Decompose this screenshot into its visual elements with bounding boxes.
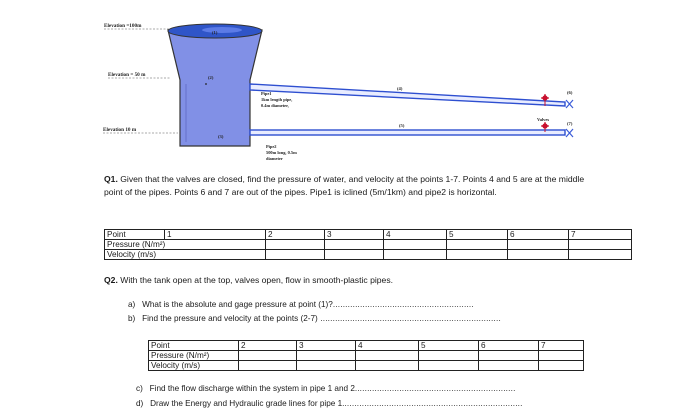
table-row <box>149 351 584 361</box>
table-cell[interactable] <box>239 351 297 361</box>
table-cell: 2 <box>266 230 325 240</box>
table-cell[interactable] <box>419 351 479 361</box>
pipe-2-label-line-1: Pipe2 <box>266 144 277 149</box>
tank-pipe-diagram <box>0 0 700 172</box>
table-cell: Point <box>105 230 165 240</box>
table-cell[interactable] <box>419 361 479 371</box>
table-cell[interactable] <box>539 351 584 361</box>
q1-answer-table <box>104 229 632 260</box>
table-cell: 3 <box>297 341 356 351</box>
point-5-label: (5) <box>399 123 405 128</box>
point-2-label: (2) <box>208 75 214 80</box>
q1-label: Q1. <box>104 174 118 184</box>
table-cell[interactable] <box>356 351 419 361</box>
pipe-1-label-line-2: 1km length pipe, <box>261 97 293 102</box>
pipe-2 <box>250 130 565 135</box>
table-cell[interactable] <box>508 250 569 260</box>
q2-label: Q2. <box>104 275 118 285</box>
point-3-label: (3) <box>218 134 224 139</box>
q2-part-a: a) What is the absolute and gage pressure at point (1)?......................................................... <box>128 300 474 309</box>
table-cell[interactable] <box>266 250 325 260</box>
table-cell: 2 <box>239 341 297 351</box>
table-cell[interactable] <box>297 361 356 371</box>
q1-paragraph <box>104 173 594 198</box>
table-cell[interactable] <box>384 250 447 260</box>
table-cell[interactable] <box>325 250 384 260</box>
table-row <box>105 230 632 240</box>
table-cell[interactable] <box>479 351 539 361</box>
table-cell[interactable] <box>384 240 447 250</box>
table-cell[interactable] <box>569 250 632 260</box>
table-cell: 4 <box>356 341 419 351</box>
table-cell: 5 <box>447 230 508 240</box>
table-cell: 7 <box>569 230 632 240</box>
q2-part-b: b) Find the pressure and velocity at the points (2-7) ......................................................................... <box>128 314 501 323</box>
table-row <box>149 361 584 371</box>
pipe-2-label-line-2: 500m long, 0.5m <box>266 150 297 155</box>
q2-part-c: c) Find the flow discharge within the system in pipe 1 and 2................................................................. <box>136 384 516 393</box>
outlet-6-x-icon <box>566 100 573 108</box>
table-cell[interactable] <box>508 240 569 250</box>
table-cell: 5 <box>419 341 479 351</box>
point-6-label: (6) <box>567 90 573 95</box>
table-cell: 1 <box>165 230 266 240</box>
table-cell: Pressure (N/m²) <box>149 351 239 361</box>
table-cell: 3 <box>325 230 384 240</box>
q1-text: Given that the valves are closed, find the pressure of water, and velocity at the points 1-7. Points 4 and 5 are at the middle point of the pipes. Points 6 and 7 are out of the pipes. Pipe1 is iclined (5m/1km) and pipe2 is horizontal. <box>104 174 585 197</box>
table-cell: Velocity (m/s) <box>149 361 239 371</box>
table-cell: Point <box>149 341 239 351</box>
elevation-top-label: Elevation =100m <box>104 23 142 29</box>
pipe-1-label-line-1: Pipe1 <box>261 91 272 96</box>
q2-answer-table <box>148 340 584 371</box>
pipe-1 <box>250 84 565 106</box>
point-4-label: (4) <box>397 86 403 91</box>
table-cell: 7 <box>539 341 584 351</box>
table-cell[interactable] <box>447 250 508 260</box>
outlet-7-x-icon <box>566 129 573 137</box>
table-cell[interactable] <box>297 351 356 361</box>
table-cell[interactable] <box>539 361 584 371</box>
table-row <box>105 240 632 250</box>
table-row <box>149 341 584 351</box>
table-cell[interactable] <box>356 361 419 371</box>
table-cell: 4 <box>384 230 447 240</box>
point-7-label: (7) <box>567 121 573 126</box>
q2-text: With the tank open at the top, valves open, flow in smooth-plastic pipes. <box>120 275 394 285</box>
pipe-1-label-line-3: 0.4m diameter, <box>261 103 289 108</box>
q2-paragraph <box>104 274 624 287</box>
elevation-mid-label: Elevation = 50 m <box>108 72 146 78</box>
point-1-label: (1) <box>212 30 218 35</box>
valves-label: Valves <box>537 117 550 122</box>
table-cell[interactable] <box>569 240 632 250</box>
tank-water <box>168 27 262 146</box>
q2-part-d: d) Draw the Energy and Hydraulic grade lines for pipe 1......................................................................... <box>136 399 523 408</box>
table-cell[interactable] <box>325 240 384 250</box>
table-cell[interactable] <box>479 361 539 371</box>
table-cell[interactable] <box>239 361 297 371</box>
table-cell[interactable] <box>266 240 325 250</box>
point-2-dot <box>205 83 207 85</box>
table-cell: 6 <box>479 341 539 351</box>
pipe-2-label-line-3: diameter <box>266 156 283 161</box>
table-cell[interactable] <box>447 240 508 250</box>
table-row <box>105 250 632 260</box>
table-cell: Velocity (m/s) <box>105 250 266 260</box>
table-cell: 6 <box>508 230 569 240</box>
tank-water-shine <box>202 27 242 33</box>
elevation-bot-label: Elevation 10 m <box>103 127 137 133</box>
table-cell: Pressure (N/m²) <box>105 240 266 250</box>
